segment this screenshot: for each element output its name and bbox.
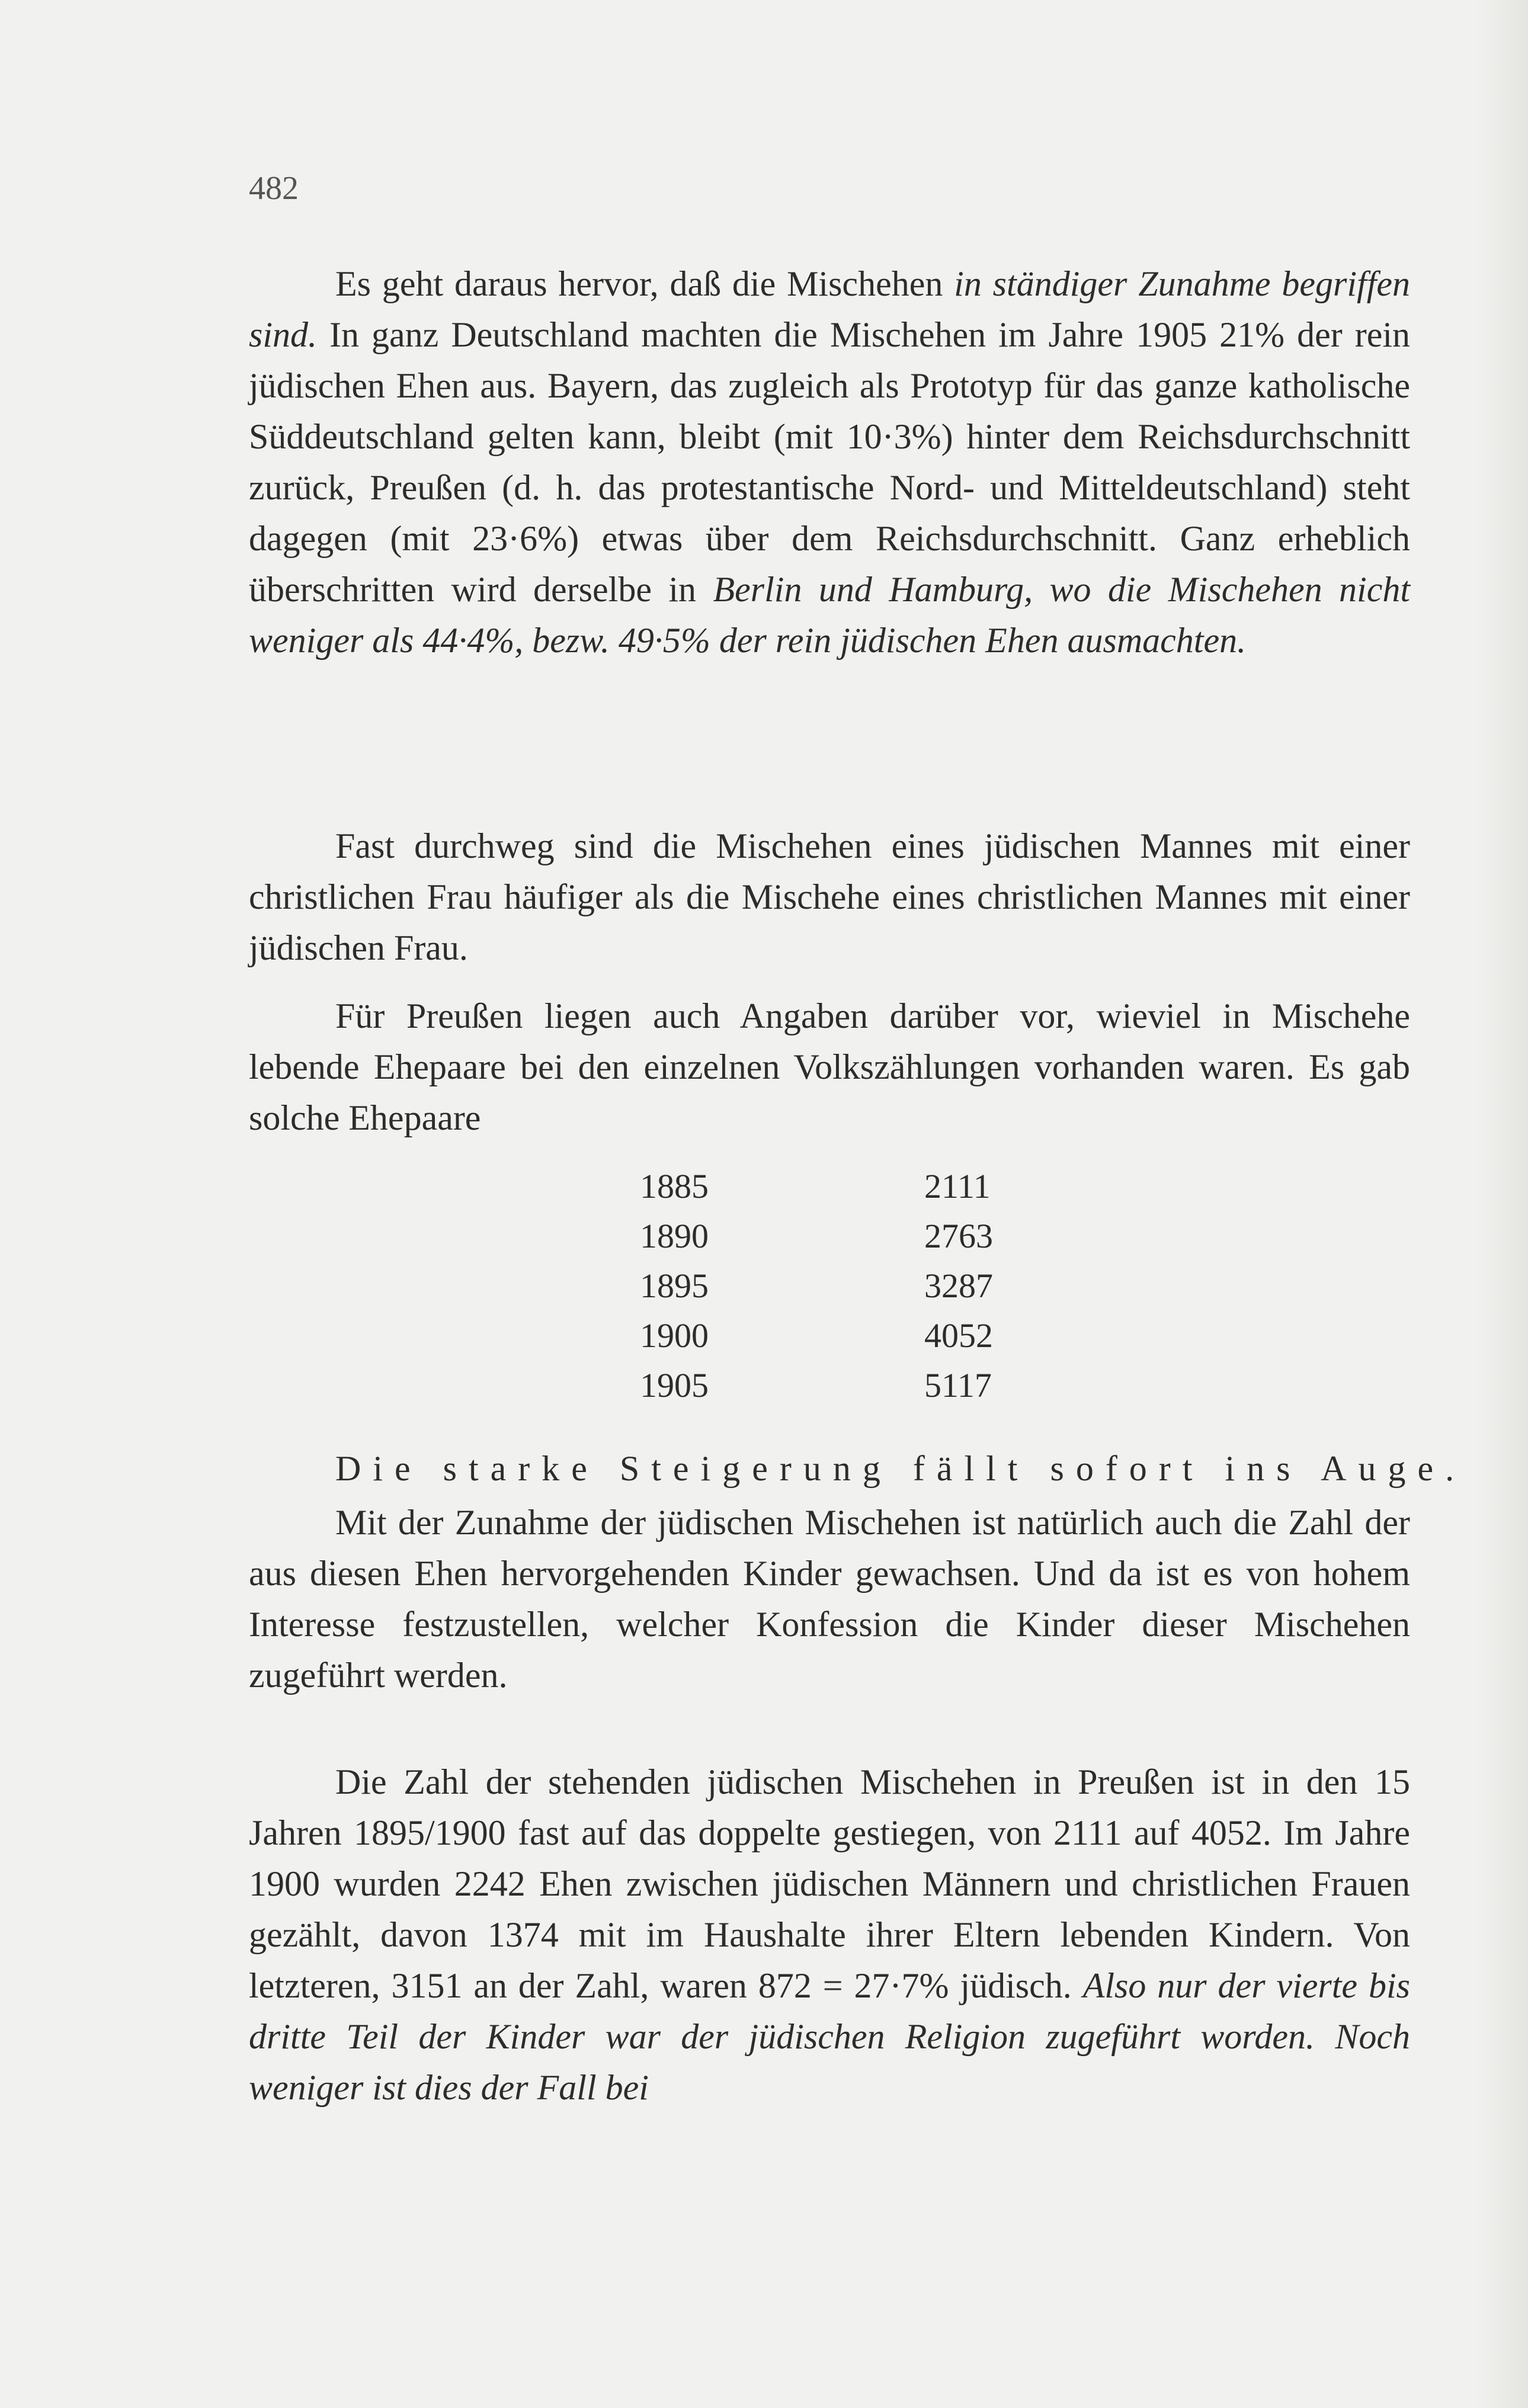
paragraph-1-emphasis-a: in ständiger Zunahme begriffen sind. <box>249 264 1410 354</box>
table-row <box>640 1161 1043 1211</box>
table-cell-year: 1905 <box>640 1365 709 1405</box>
paragraph-2 <box>249 820 1410 973</box>
table-cell-year: 1885 <box>640 1166 709 1205</box>
paragraph-1-emphasis-b: Berlin und Hamburg, wo die Mischehen nicht weniger als 44·4%, bezw. 49·5% der rein jüdischen Ehen ausmachten. <box>249 570 1410 660</box>
paragraph-3 <box>249 990 1410 1143</box>
table-row <box>640 1310 1043 1360</box>
paragraph-6 <box>249 1756 1410 2113</box>
table-cell-count: 2111 <box>924 1166 991 1205</box>
table-cell-year: 1900 <box>640 1316 709 1355</box>
emphasized-spaced-sentence: Die starke Steigerung fällt sofort ins Auge. <box>335 1449 1466 1488</box>
page-edge-shadow <box>1475 0 1528 2408</box>
paragraph-1 <box>249 258 1410 666</box>
paragraph-1-text-a: Es geht daraus hervor, daß die Mischehen <box>335 264 954 303</box>
paragraph-6-text: Die Zahl der stehenden jüdischen Mischehen in Preußen ist in den 15 Jahren 1895/1900 fast auf das doppelte gestiegen, von 2111 auf 4052. Im Jahre 1900 wurden 2242 Ehen zwischen jüdischen Männern und christlichen Frauen gezählt, davon 1374 mit im Haushalte ihrer Eltern lebenden Kindern. Von letzteren, 3151 an der Zahl, waren 872 = 27·7% jüdisch. <box>249 1762 1410 2005</box>
marriage-count-table <box>640 1161 1043 1410</box>
paragraph-6-emphasis: Also nur der vierte bis dritte Teil der Kinder war der jüdischen Religion zugeführt worden. Noch weniger ist dies der Fall bei <box>249 1966 1410 2107</box>
table-cell-year: 1895 <box>640 1266 709 1305</box>
table-cell-count: 2763 <box>924 1216 993 1255</box>
table-row <box>640 1211 1043 1261</box>
paragraph-2-text: Fast durchweg sind die Mischehen eines jüdischen Mannes mit einer christlichen Frau häufiger als die Mischehe eines christlichen Mannes mit einer jüdischen Frau. <box>249 826 1410 967</box>
table-row <box>640 1360 1043 1410</box>
paragraph-5-text: Mit der Zunahme der jüdischen Mischehen ist natürlich auch die Zahl der aus diesen Ehen hervorgehenden Kinder gewachsen. Und da ist es von hohem Interesse festzustellen, welcher Konfession die Kinder dieser Mischehen zugeführt werden. <box>249 1503 1410 1695</box>
page-number: 482 <box>249 170 299 207</box>
table-cell-count: 3287 <box>924 1266 993 1305</box>
table-row <box>640 1261 1043 1310</box>
table-cell-year: 1890 <box>640 1216 709 1255</box>
table-cell-count: 4052 <box>924 1316 993 1355</box>
paragraph-3-text: Für Preußen liegen auch Angaben darüber vor, wieviel in Mischehe lebende Ehepaare bei den einzelnen Volkszählungen vorhanden waren. Es gab solche Ehepaare <box>249 996 1410 1137</box>
paragraph-1-text-b: In ganz Deutschland machten die Mischehen im Jahre 1905 21% der rein jüdischen Ehen aus. Bayern, das zugleich als Prototyp für das ganze katholische Süddeutschland gelten kann, bleibt (mit 10·3%) hinter dem Reichsdurchschnitt zurück, Preußen (d. h. das protestantische Nord- und Mitteldeutschland) steht dagegen (mit 23·6%) etwas über dem Reichsdurchschnitt. Ganz erheblich überschritten wird derselbe in <box>249 315 1410 609</box>
paragraph-5 <box>249 1497 1410 1701</box>
table-cell-count: 5117 <box>924 1365 992 1405</box>
